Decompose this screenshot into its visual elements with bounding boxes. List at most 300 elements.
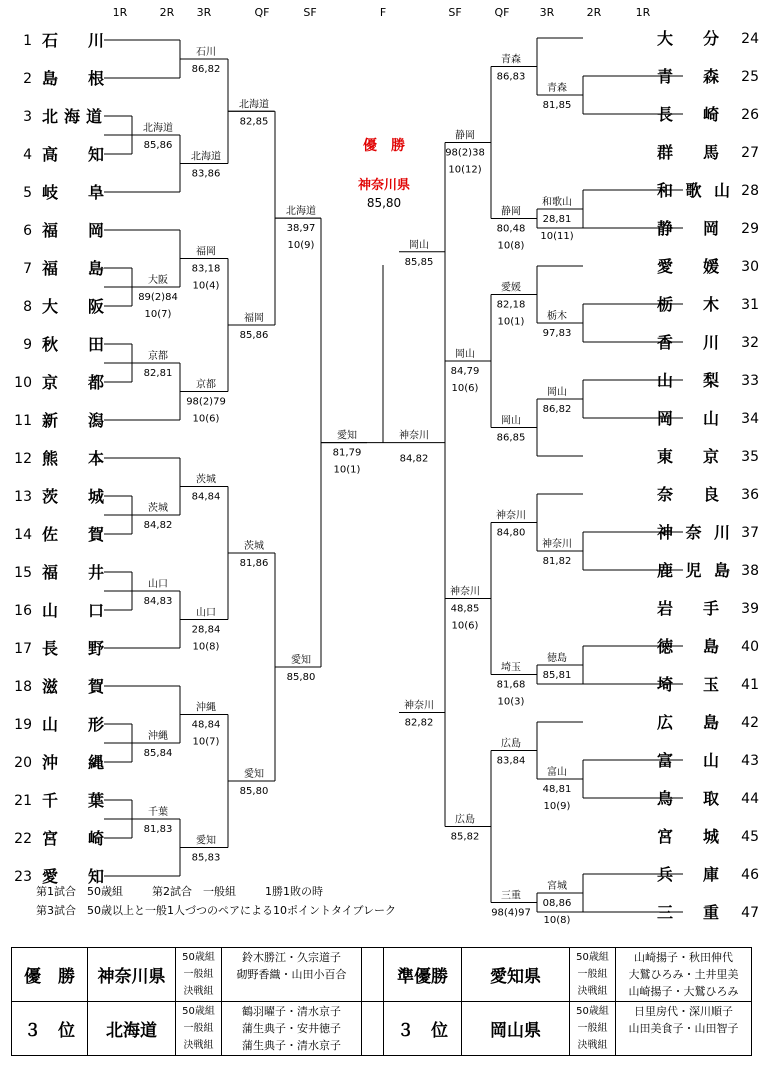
match-result xyxy=(404,699,434,729)
match-winner: 愛知 xyxy=(291,655,311,666)
round-label: SF xyxy=(448,6,462,19)
team-entry xyxy=(14,487,105,506)
team-entry xyxy=(657,219,759,238)
match-score: 86,85 xyxy=(496,432,526,444)
match-result xyxy=(543,81,572,111)
match-score: 10(3) xyxy=(497,696,525,708)
match-winner: 神奈川 xyxy=(450,586,480,598)
members-cell: 鈴木勝江・久宗道子 砌野香織・山田小百合 xyxy=(222,948,362,1002)
team-name: 和歌山 xyxy=(657,181,730,200)
match-result xyxy=(191,150,221,180)
match-score: 81,68 xyxy=(496,679,526,691)
team-name: 鹿児島 xyxy=(657,561,730,580)
team-number: 24 xyxy=(741,31,759,47)
match-winner: 三重 xyxy=(501,890,521,902)
match-result xyxy=(192,606,221,653)
team-entry xyxy=(14,639,105,658)
final-standings-table xyxy=(11,947,752,1056)
team-number: 41 xyxy=(741,677,759,693)
team-name: 佐賀 xyxy=(42,525,104,544)
match-result xyxy=(451,813,480,843)
match-score: 98(2)79 xyxy=(186,396,226,408)
match-winner: 山口 xyxy=(148,579,168,590)
team-name: 石川 xyxy=(42,31,104,50)
match-winner: 大阪 xyxy=(148,275,168,286)
team-name: 香川 xyxy=(657,333,719,352)
round-labels xyxy=(113,6,651,19)
match-score: 89(2)84 xyxy=(138,292,178,303)
match-result xyxy=(240,539,269,569)
notes-first-match: 第1試合 50歳組 xyxy=(36,885,123,898)
notes-second-match: 第2試合 一般組 xyxy=(152,885,236,898)
team-entry xyxy=(657,67,759,86)
team-entry xyxy=(657,105,759,124)
match-result xyxy=(192,834,221,864)
team-name: 山形 xyxy=(42,715,104,734)
match-score: 48,85 xyxy=(450,603,480,615)
match-result xyxy=(491,889,531,919)
team-name: 長崎 xyxy=(657,105,719,124)
team-name: 栃木 xyxy=(657,295,719,314)
match-score: 85,86 xyxy=(143,140,173,151)
team-name: 奈良 xyxy=(657,485,719,504)
match-winner: 京都 xyxy=(148,351,168,362)
match-score: 82,81 xyxy=(143,368,173,379)
match-result xyxy=(192,46,221,75)
match-score: 98(4)97 xyxy=(491,907,531,919)
round-label: 1R xyxy=(112,6,128,19)
team-name: 福井 xyxy=(42,563,104,582)
match-result xyxy=(497,281,526,328)
match-score: 85,82 xyxy=(450,831,480,843)
team-name: 茨城 xyxy=(42,487,104,506)
team-number: 39 xyxy=(741,601,759,617)
match-winner: 広島 xyxy=(455,814,475,826)
team-name: 群馬 xyxy=(657,143,719,162)
match-winner: 沖縄 xyxy=(196,702,216,714)
team-number: 22 xyxy=(14,831,32,847)
team-number: 42 xyxy=(741,715,759,731)
match-score: 48,84 xyxy=(191,719,221,731)
match-result xyxy=(497,205,526,252)
team-number: 2 xyxy=(23,71,32,87)
champion-score: 85,80 xyxy=(366,196,402,210)
team-name: 徳島 xyxy=(657,637,719,656)
match-score: 10(6) xyxy=(192,413,220,425)
match-result xyxy=(450,585,480,632)
team-name: 長野 xyxy=(42,639,104,658)
team-number: 10 xyxy=(14,375,32,391)
match-score: 10(8) xyxy=(543,915,571,926)
match-format-notes xyxy=(36,882,396,920)
match-score: 83,86 xyxy=(191,168,221,180)
match-result xyxy=(497,661,526,708)
match-score: 10(6) xyxy=(451,383,479,394)
team-entry xyxy=(23,183,104,202)
team-entry xyxy=(14,715,105,734)
team-name: 北海道 xyxy=(42,107,102,126)
team-entry xyxy=(23,335,104,354)
match-result xyxy=(333,429,362,476)
team-name: 山口 xyxy=(42,601,104,620)
team-number: 28 xyxy=(741,183,759,199)
team-entry xyxy=(14,753,104,772)
team-number: 20 xyxy=(14,755,32,771)
team-entry xyxy=(23,69,104,88)
match-result xyxy=(192,473,221,503)
champion-label: 優 勝 xyxy=(363,138,405,154)
match-score: 85,86 xyxy=(239,330,269,341)
round-label: 3R xyxy=(539,6,555,19)
team-entry xyxy=(14,373,104,392)
match-winner: 愛知 xyxy=(244,769,264,780)
match-winner: 静岡 xyxy=(455,130,475,142)
match-winner: 青森 xyxy=(501,54,521,66)
match-result xyxy=(540,195,573,242)
match-score: 10(12) xyxy=(448,164,482,176)
match-score: 10(1) xyxy=(333,464,361,476)
standings-row-2 xyxy=(12,1002,752,1056)
members-cell: 鶴羽曜子・清水京子 蒲生典子・安井徳子 蒲生典子・清水京子 xyxy=(222,1002,362,1056)
final-winner: 神奈川 xyxy=(399,430,429,442)
team-entry xyxy=(14,563,104,582)
team-number: 33 xyxy=(741,373,759,389)
match-winner: 茨城 xyxy=(196,474,216,486)
match-result xyxy=(405,238,434,268)
team-entry xyxy=(14,449,104,468)
category-cell: 50歳組 一般組 決戦組 xyxy=(570,1002,616,1056)
match-score: 10(7) xyxy=(144,309,172,320)
team-entry xyxy=(14,601,104,620)
match-result xyxy=(451,347,480,394)
team-name: 青森 xyxy=(657,67,719,86)
team-number: 17 xyxy=(14,641,32,657)
team-name: 福岡 xyxy=(42,221,104,240)
team-name: 静岡 xyxy=(657,219,719,238)
team-number: 25 xyxy=(741,69,759,85)
match-score: 86,82 xyxy=(542,404,572,415)
match-score: 98(2)38 xyxy=(445,147,485,159)
champion-announcement xyxy=(358,137,410,210)
round-label: 2R xyxy=(159,6,175,19)
match-winner: 石川 xyxy=(196,47,216,58)
team-number: 30 xyxy=(741,259,759,275)
match-score: 28,81 xyxy=(542,214,572,225)
match-score: 80,48 xyxy=(496,223,526,235)
match-score: 84,80 xyxy=(496,527,526,539)
team-entry xyxy=(657,865,759,884)
match-score: 85,84 xyxy=(143,748,173,759)
team-name: 岩手 xyxy=(657,599,719,618)
match-score: 97,83 xyxy=(542,328,572,339)
match-winner: 北海道 xyxy=(143,123,173,134)
match-score: 10(4) xyxy=(192,280,220,292)
match-result xyxy=(186,378,226,425)
match-winner: 京都 xyxy=(196,379,216,391)
spacer-cell xyxy=(362,948,384,1002)
team-number: 32 xyxy=(741,335,759,351)
match-score: 10(9) xyxy=(287,240,315,252)
match-winner: 岡山 xyxy=(455,349,475,360)
match-result xyxy=(497,53,526,83)
team-number: 36 xyxy=(741,487,759,503)
match-score: 82,85 xyxy=(239,116,269,128)
team-number: 46 xyxy=(741,867,759,883)
team-entry xyxy=(657,713,759,732)
team-name: 滋賀 xyxy=(42,677,104,696)
rank-cell: 優 勝 xyxy=(12,948,88,1002)
spacer-cell xyxy=(362,1002,384,1056)
match-score: 83,84 xyxy=(496,755,526,767)
team-entry xyxy=(657,295,759,314)
team-number: 35 xyxy=(741,449,759,465)
team-entry xyxy=(657,371,759,390)
round-label: QF xyxy=(254,6,270,19)
team-number: 13 xyxy=(14,489,32,505)
match-winner: 青森 xyxy=(547,83,567,94)
match-result xyxy=(144,577,173,607)
team-name: 福島 xyxy=(42,259,104,278)
match-score: 38,97 xyxy=(286,223,316,235)
category-cell: 50歳組 一般組 決戦組 xyxy=(176,948,222,1002)
team-name: 山梨 xyxy=(657,371,719,390)
round-label: QF xyxy=(494,6,510,19)
team-name: 大阪 xyxy=(42,297,104,316)
team-name: 愛媛 xyxy=(657,257,719,276)
match-winner: 広島 xyxy=(501,738,521,750)
notes-line-2: 第3試合 50歳以上と一般1人づつのペアによる10ポイントタイブレーク xyxy=(36,904,396,917)
match-winner: 福岡 xyxy=(244,313,264,324)
team-entry xyxy=(657,827,759,846)
match-winner: 茨城 xyxy=(148,503,168,514)
match-winner: 岡山 xyxy=(501,415,521,427)
match-result xyxy=(543,651,572,681)
match-result xyxy=(445,129,485,176)
team-name: 岐阜 xyxy=(42,183,104,202)
match-winner: 茨城 xyxy=(244,541,264,552)
match-result xyxy=(543,385,572,415)
final-score: 84,82 xyxy=(399,453,429,465)
team-number: 23 xyxy=(14,869,32,885)
match-score: 84,79 xyxy=(450,366,480,377)
match-score: 81,85 xyxy=(542,100,572,111)
match-winner: 愛知 xyxy=(337,430,357,442)
team-number: 4 xyxy=(23,147,32,163)
match-result xyxy=(542,537,572,567)
round-label: 3R xyxy=(196,6,212,19)
match-winner: 栃木 xyxy=(547,311,567,322)
team-entry xyxy=(14,829,104,848)
members-cell: 日里房代・深川順子 山田美食子・山田智子 xyxy=(616,1002,752,1056)
match-result xyxy=(144,349,173,379)
team-name: 高知 xyxy=(42,145,104,164)
match-winner: 沖縄 xyxy=(148,731,168,742)
team-entry xyxy=(23,145,104,164)
round-label-final: F xyxy=(379,6,387,19)
team-number: 26 xyxy=(741,107,759,123)
match-winner: 山口 xyxy=(196,607,216,619)
match-result xyxy=(543,765,572,812)
team-number: 40 xyxy=(741,639,759,655)
team-name: 沖縄 xyxy=(42,753,104,772)
match-result xyxy=(144,729,173,759)
team-name: 兵庫 xyxy=(657,865,719,884)
match-score: 10(11) xyxy=(540,231,574,242)
match-score: 84,84 xyxy=(191,491,221,503)
team-name: 鳥取 xyxy=(657,789,719,808)
match-score: 86,83 xyxy=(496,71,526,83)
team-number: 37 xyxy=(741,525,759,541)
team-entry xyxy=(23,31,104,50)
team-name: 岡山 xyxy=(657,409,719,428)
match-score: 28,84 xyxy=(191,624,221,636)
team-entry xyxy=(657,447,759,466)
match-winner: 岡山 xyxy=(409,239,429,251)
team-number: 16 xyxy=(14,603,32,619)
match-score: 85,83 xyxy=(191,852,221,864)
notes-line-1 xyxy=(36,882,396,901)
match-result xyxy=(143,121,173,151)
match-score: 85,81 xyxy=(542,670,572,681)
team-entry xyxy=(14,411,104,430)
team-entry xyxy=(657,409,759,428)
match-result xyxy=(144,805,173,835)
match-winner: 神奈川 xyxy=(404,700,434,712)
team-name: 神奈川 xyxy=(657,523,730,542)
team-number: 34 xyxy=(741,411,759,427)
team-name: 大分 xyxy=(657,29,719,48)
match-score: 85,80 xyxy=(286,672,316,683)
round-label: 2R xyxy=(586,6,602,19)
team-name: 京都 xyxy=(42,373,104,392)
match-winner: 埼玉 xyxy=(501,662,521,674)
match-winner: 愛媛 xyxy=(501,282,521,294)
team-entry xyxy=(14,525,105,544)
round-label: SF xyxy=(303,6,317,19)
team-entry xyxy=(657,29,759,48)
team-name: 埼玉 xyxy=(657,675,719,694)
match-result xyxy=(286,204,316,251)
team-entry xyxy=(657,485,759,504)
match-score: 08,86 xyxy=(542,898,572,909)
match-result xyxy=(239,97,269,127)
team-name: 宮城 xyxy=(657,827,719,846)
match-winner: 北海道 xyxy=(191,151,221,163)
team-name: 熊本 xyxy=(42,449,104,468)
final-result xyxy=(399,429,429,465)
team-number: 12 xyxy=(14,451,32,467)
match-score: 81,86 xyxy=(239,558,269,569)
category-cell: 50歳組 一般組 決戦組 xyxy=(570,948,616,1002)
team-entry xyxy=(657,523,759,542)
match-winner: 宮城 xyxy=(547,881,567,892)
match-winner: 北海道 xyxy=(286,206,316,218)
match-result xyxy=(192,701,221,748)
match-winner: 神奈川 xyxy=(496,510,526,522)
team-name: 三重 xyxy=(657,903,719,922)
match-score: 82,82 xyxy=(404,717,434,729)
match-result xyxy=(497,414,526,444)
match-winner: 富山 xyxy=(547,767,567,778)
match-score: 84,83 xyxy=(143,596,173,607)
team-name: 千葉 xyxy=(42,791,104,810)
match-score: 48,81 xyxy=(542,784,572,795)
team-entry xyxy=(657,143,759,162)
team-number: 27 xyxy=(741,145,759,161)
team-number: 15 xyxy=(14,565,32,581)
team-name: 広島 xyxy=(657,713,719,732)
match-result xyxy=(496,509,526,539)
team-cell: 岡山県 xyxy=(462,1002,570,1056)
match-result xyxy=(138,273,178,320)
match-score: 10(8) xyxy=(192,641,220,653)
match-score: 10(9) xyxy=(543,801,571,812)
team-name: 富山 xyxy=(657,751,719,770)
rank-cell: ３ 位 xyxy=(384,1002,462,1056)
match-score: 10(1) xyxy=(497,316,525,328)
rank-cell: 準優勝 xyxy=(384,948,462,1002)
team-name: 新潟 xyxy=(42,411,104,430)
team-number: 31 xyxy=(741,297,759,313)
standings-row-1 xyxy=(12,948,752,1002)
team-number: 47 xyxy=(741,905,759,921)
match-winner: 千葉 xyxy=(148,807,168,818)
team-entry xyxy=(657,675,759,694)
team-cell: 愛知県 xyxy=(462,948,570,1002)
team-number: 7 xyxy=(23,261,32,277)
members-cell: 山崎揚子・秋田伸代 大鷲ひろみ・土井里美 山崎揚子・大鷲ひろみ xyxy=(616,948,752,1002)
match-winner: 愛知 xyxy=(196,835,216,847)
match-winner: 福岡 xyxy=(196,246,216,258)
match-score: 84,82 xyxy=(143,520,173,531)
team-name: 東京 xyxy=(657,447,719,466)
team-name: 島根 xyxy=(42,69,104,88)
team-list xyxy=(14,29,759,922)
match-score: 10(6) xyxy=(451,620,479,632)
team-number: 38 xyxy=(741,563,759,579)
match-winner: 静岡 xyxy=(501,206,521,218)
team-entry xyxy=(657,903,759,922)
team-number: 29 xyxy=(741,221,759,237)
match-result xyxy=(543,309,572,339)
team-number: 43 xyxy=(741,753,759,769)
team-number: 3 xyxy=(23,109,32,125)
team-number: 18 xyxy=(14,679,32,695)
champion-team: 神奈川県 xyxy=(357,178,411,193)
team-name: 宮崎 xyxy=(42,829,104,848)
team-entry xyxy=(657,599,759,618)
match-score: 10(7) xyxy=(192,736,220,748)
category-cell: 50歳組 一般組 決戦組 xyxy=(176,1002,222,1056)
match-score: 83,18 xyxy=(191,263,221,275)
team-cell: 北海道 xyxy=(88,1002,176,1056)
team-number: 9 xyxy=(23,337,32,353)
team-entry xyxy=(23,221,104,240)
match-winner: 神奈川 xyxy=(542,539,572,550)
team-number: 44 xyxy=(741,791,759,807)
team-entry xyxy=(657,637,759,656)
team-name: 愛知 xyxy=(42,867,104,886)
team-entry xyxy=(23,107,102,126)
team-entry xyxy=(657,257,759,276)
match-result xyxy=(240,767,269,797)
match-score: 86,82 xyxy=(191,64,221,75)
team-number: 19 xyxy=(14,717,32,733)
team-entry xyxy=(657,561,759,580)
team-entry xyxy=(14,791,104,810)
match-winner: 岡山 xyxy=(547,387,567,398)
match-score: 81,79 xyxy=(332,447,362,459)
